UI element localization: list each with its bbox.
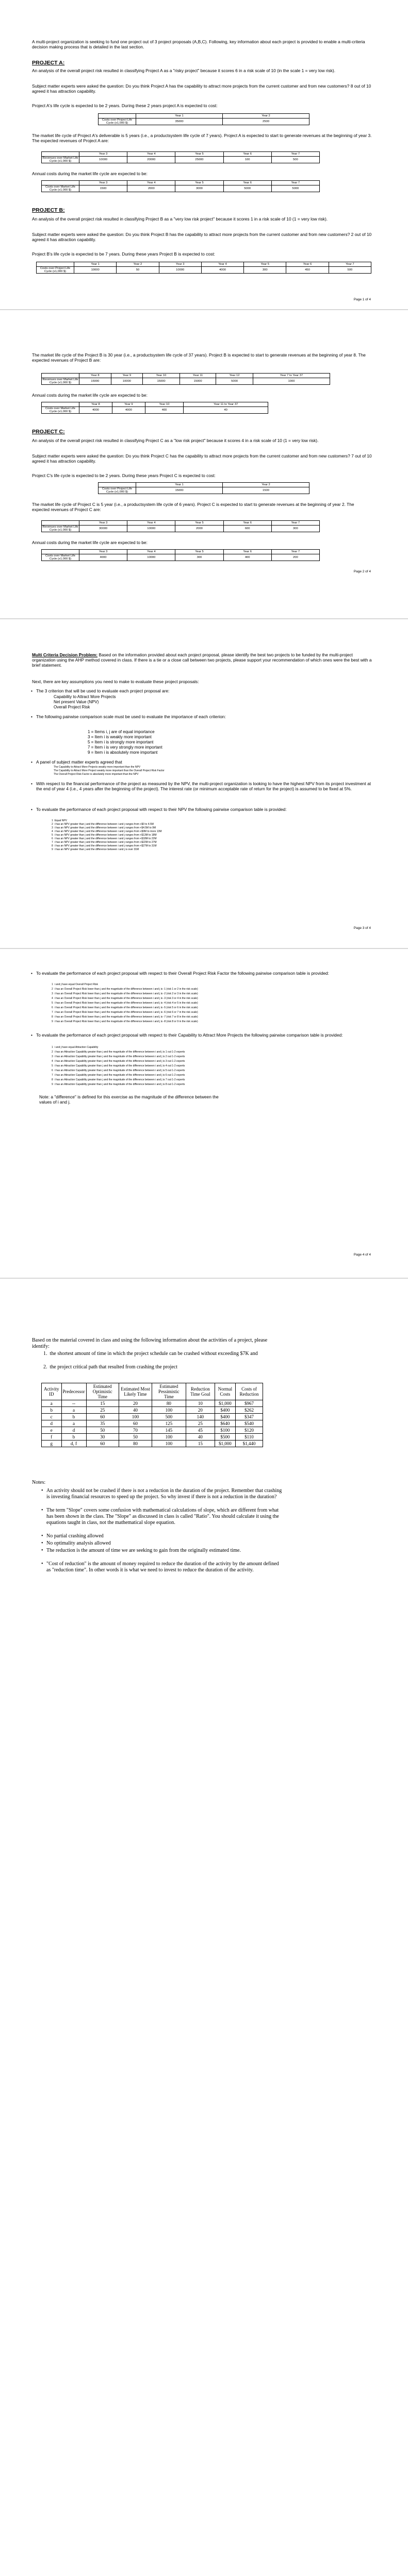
project-a-attraction: Subject matter experts were asked the question: Do you think Project A has the capability to attract more projects from the current customer and from new customers? 8 out of 10 agreed it has attraction capability.: [32, 83, 371, 94]
capability-row: 6 i has an Attraction Capability greater than j and the magnitude of the difference between i and j is 5 out 1-2 experts: [52, 1069, 185, 1072]
crash-intro: Based on the material covered in class and using the following information about the activities of a project, please identify:: [32, 1337, 268, 1349]
scale-item: 7 = Item i is very strongly more important: [88, 745, 162, 750]
npv-row: 2 i has an NPV greater than j and the difference between i and j ranges from +$0 to 4.5M: [52, 823, 154, 826]
page-number: Page 3 of 4: [353, 926, 371, 930]
crash-item: 1. the shortest amount of time in which the project schedule can be crashed without exceeding $7K and: [43, 1351, 258, 1357]
npv-row: 3 i has an NPV greater than j and the difference between i and j ranges from +$4.5M to 9M: [52, 826, 156, 829]
capability-row: 3 i has an Attraction Capability greater than j and the magnitude of the difference between i and j is 2 out 1-2 experts: [52, 1055, 185, 1058]
page-2: [0, 319, 408, 598]
risk-row: 9 i has an Overall Project Risk lower than j and the magnitude of the difference between i and j is -8 (risk 8 or 9 in the risk scale): [52, 1020, 198, 1023]
table-c-revenues: Year 3 Year 4 Year 5 Year 6 Year 7 Revenues over Market Life Cycle (x1,000 $) 30000 10000 2000 600 300: [41, 520, 320, 532]
criterion-item: Capability to Attract More Projects: [54, 694, 116, 699]
note-item: • "Cost of reduction" is the amount of money required to reduce the duration of the activity by the amount defined as "reduction time". In other words it is what we need to invest to reduce the duration of the activity.: [46, 1561, 284, 1573]
table-a-market-costs: Year 3 Year 4 Year 5 Year 6 Year 7 Costs over Market Life Cycle (x1,000 $) 1500 2000 3000 5000 5000: [41, 180, 320, 192]
activity-table-header: Activity ID Predecessor Estimated Optimistic Time Estimated Most Likely Time Estimated Pessimistic Time Reduction Time Goal Normal Costs Costs of Reduction: [42, 1383, 263, 1400]
project-c-annual-costs: Annual costs during the market life cycle are expected to be:: [32, 540, 148, 545]
page-4: [0, 958, 408, 1267]
note-item: • No optimality analysis allowed: [46, 1540, 284, 1547]
project-b-annual-costs: Annual costs during the market life cycle are expected to be:: [32, 393, 148, 398]
table-row: g d, f 60 80 100 15 $1,000 $1,440: [42, 1440, 263, 1447]
panel-bullet: • A panel of subject matter experts agreed that: [36, 759, 371, 765]
heading-project-c: PROJECT C:: [32, 429, 65, 435]
risk-table-bullet: • To evaluate the performance of each project proposal with respect to their Overall Project Risk Factor the following pairwise comparison table is provided:: [36, 971, 371, 976]
npv-row: 9 i has an NPV greater than j and the difference between i and j is over 31M: [52, 848, 139, 851]
npv-row: 7 i has an NPV greater than j and the difference between i and j ranges from +$22M to 27M: [52, 841, 157, 844]
table-b-revenues: Year 8 Year 9 Year 10 Year 11 Year 12 Year 7 to Year 37 Revenues over Market Life Cycle (x1,000 $) 15000 10000 15000 15000 5000 1000: [41, 373, 330, 385]
project-a-annual-costs: Annual costs during the market life cycle are expected to be:: [32, 171, 148, 176]
activity-table: [41, 1383, 263, 1447]
mcdm-text: Based on the information provided about each project proposal, please identify the best two projects to be funded by the multi-project organization using the AHP method covered in class. If there is a tie or a close call between two projects, please support your recommendation of which ones were the best with a brief statement.: [32, 652, 372, 668]
page-divider: [0, 309, 408, 310]
project-c-risk: An analysis of the overall project risk resulted in classifying Project C as a "low risk project" because it scores 4 in a risk scale of 10 (1 = very low risk).: [32, 438, 319, 443]
note-item: • The term "Slope" covers some confusion with mathematical calculations of slope, which are different from what has been shown in the class. The "Slope" as discussed in class is called "Ratio". You should calculate it using the equations taught in class, not the mathematical slope equation.: [46, 1507, 284, 1526]
page-number: Page 2 of 4: [353, 570, 371, 573]
capability-row: 8 i has an Attraction Capability greater than j and the magnitude of the difference between i and j is 7 out 1-2 experts: [52, 1078, 185, 1081]
project-b-risk: An analysis of the overall project risk resulted in classifying Project B as a "very low risk project" because it scores 1 in a risk scale of 10 (1 = very low risk).: [32, 216, 328, 222]
risk-row: 3 i has an Overall Project Risk lower than j and the magnitude of the difference between i and j is -2 (risk 2 or 3 in the risk scale): [52, 992, 198, 995]
npv-row: 6 i has an NPV greater than j and the difference between i and j ranges from +$18M to 22M: [52, 837, 157, 840]
page-number: Page 1 of 4: [353, 298, 371, 301]
table-row: f b 30 50 100 40 $500 $110: [42, 1434, 263, 1440]
page-5: [0, 1288, 408, 1638]
capability-row: 4 i has an Attraction Capability greater than j and the magnitude of the difference between i and j is 3 out 1-2 experts: [52, 1060, 185, 1063]
project-c-market: The market life cycle of Project C is 5 year (i.e., a productsystem life cycle of 6 years). Project C is expected to start to generate revenues at the beginning of year 2. The expected revenues of Project C are:: [32, 502, 354, 512]
intro-paragraph: A multi-project organization is seeking to fund one project out of 3 project proposals (A,B,C). Following, key information about each project is provided to enable a multi-criteria decision making process that is detailed in the last section.: [32, 39, 365, 49]
npv-row: 4 i has an NPV greater than j and the difference between i and j ranges from +$9M to more 13M: [52, 830, 162, 833]
risk-row: 4 i has an Overall Project Risk lower than j and the magnitude of the difference between i and j is -3 (risk 3 or 4 in the risk scale): [52, 997, 198, 1000]
table-row: d a 35 60 125 25 $640 $540: [42, 1420, 263, 1427]
scale-item: 9 = Item i is absolutely more important: [88, 750, 158, 755]
project-b-attraction: Subject matter experts were asked the question: Do you think Project B has the capability to attract more projects from the current customer and from new customers? 2 out of 10 agreed it has attraction capability.: [32, 232, 372, 242]
npv-row: 8 i has an NPV greater than j and the difference between i and j ranges from +$27M to 31M: [52, 844, 157, 848]
table-c-project-costs: Year 1 Year 2 Costs over Project Life Cycle (x1,000 $) 15000 1500: [98, 482, 309, 494]
project-a-lifecycle: Project A's life cycle is expected to be 2 years. During these 2 years project A is expected to cost:: [32, 103, 218, 108]
panel-item: The Capability to Attract More Project weakly more important than the Overall Project Risk Factor: [54, 769, 165, 772]
capability-row: 1 i and j have equal Attraction Capability: [52, 1046, 99, 1049]
npv-table-bullet: • To evaluate the performance of each project proposal with respect to their NPV the following pairwise comparison table is provided:: [36, 807, 371, 812]
capability-row: 5 i has an Attraction Capability greater than j and the magnitude of the difference between i and j is 4 out 1-2 experts: [52, 1064, 185, 1067]
table-b-market-costs: Year 8 Year 9 Year 10 Year 11 to Year 37 Costs over Market Life Cycle (x1,000 $) 4000 4000 400 40: [41, 402, 268, 414]
table-b-project-costs: Year 1 Year 2 Year 3 Year 4 Year 5 Year 6 Year 7 Costs over Project Life Cycle (x1,000 $) 10000 50 10000 4000 300 450 500: [36, 262, 371, 274]
note-item: • No partial crashing allowed: [46, 1533, 284, 1539]
project-c-lifecycle: Project C's life cycle is expected to be 2 years. During these years Project C is expected to cost:: [32, 473, 216, 478]
notes-heading: Notes:: [32, 1480, 46, 1485]
risk-row: 5 i has an Overall Project Risk lower than j and the magnitude of the difference between i and j is -4 (risk 4 or 5 in the risk scale): [52, 1002, 198, 1005]
project-c-attraction: Subject matter experts were asked the question: Do you think Project C has the capability to attract more projects from the current customer and from new customers? 7 out of 10 agreed it has attraction capability.: [32, 453, 372, 464]
heading-project-b: PROJECT B:: [32, 207, 65, 213]
note-item: • An activity should not be crashed if there is not a reduction in the duration of the project. Remember that crashing is investing financial resources to speed up the project. So why invest if there is not a reduction in the duration?: [46, 1488, 284, 1500]
scale-bullet: • The following pairwise comparison scale must be used to evaluate the importance of each criterion:: [36, 714, 371, 719]
risk-row: 8 i has an Overall Project Risk lower than j and the magnitude of the difference between i and j is -7 (risk 7 or 8 in the risk scale): [52, 1015, 198, 1019]
project-a-market: The market life cycle of Project A's deliverable is 5 years (i.e., a productsystem life cycle of 7 years). Project A is expected to start to generate revenues at the beginning of year 3. The expected revenues of Project A are:: [32, 133, 372, 143]
risk-row: 2 i has an Overall Project Risk lower than j and the magnitude of the difference between i and j is -1 (risk 1 or 2 in the risk scale): [52, 988, 198, 991]
scale-item: 3 = Item i is weakly more important: [88, 735, 152, 739]
heading-project-a: PROJECT A:: [32, 60, 65, 66]
table-row: b a 25 40 100 20 $400 $262: [42, 1407, 263, 1414]
table-row: a -- 15 20 80 10 $1,000 $967: [42, 1400, 263, 1407]
page-divider: [0, 1278, 408, 1279]
criterion-item: Net present Value (NPV): [54, 700, 99, 704]
page-divider: [0, 618, 408, 619]
panel-item: The Overall Project Risk Factor is absolutely more important than the NPV: [54, 773, 139, 776]
risk-row: 7 i has an Overall Project Risk lower than j and the magnitude of the difference between i and j is -6 (risk 6 or 7 in the risk scale): [52, 1011, 198, 1014]
npv-row: 5 i has an NPV greater than j and the difference between i and j ranges from +$13M to 18M: [52, 834, 157, 837]
scale-item: 1 = Items i, j are of equal importance: [88, 730, 155, 734]
page-3: [0, 629, 408, 948]
project-a-risk: An analysis of the overall project risk resulted in classifying Project A as a "risky project" because it scores 6 in a risk scale of 10 (in the scale 1 = very low risk).: [32, 68, 336, 73]
criterion-item: Overall Project Risk: [54, 705, 90, 709]
table-row: e d 50 70 145 45 $100 $120: [42, 1427, 263, 1434]
npv-row: 1 Equal NPV: [52, 819, 68, 822]
page-divider: [0, 948, 408, 949]
panel-item: The Capability to Attract More Projects weakly more important than the NPV: [54, 766, 141, 769]
project-b-market: The market life cycle of the Project B is 30 year (i.e., a productsystem life cycle of 37 years). Project B is expected to start to generate revenues at the beginning of year 8. The expected revenues of Project B are:: [32, 352, 366, 363]
criteria-bullet: • The 3 criterion that will be used to evaluate each project proposal are:: [36, 688, 371, 693]
risk-row: 1 i and j have equal Overall Project Risk: [52, 983, 99, 986]
capability-row: 9 i has an Attraction Capability greater than j and the magnitude of the difference between i and j is 8 out 1-2 experts: [52, 1083, 185, 1086]
capability-row: 7 i has an Attraction Capability greater than j and the magnitude of the difference between i and j is 6 out 1-2 experts: [52, 1074, 185, 1077]
table-row: c b 60 100 500 140 $400 $347: [42, 1414, 263, 1420]
npv-bullet: • With respect to the financial performance of the project as measured by the NPV, the multi-project organization is looking to have the highest NPV from its project investment at the end of year 4 (i.e., 4 years after the beginning of the project). The interest rate (or minimum acceptable rate of return for the project) is assumed to be fixed at 5%.: [36, 781, 371, 791]
capability-table-bullet: • To evaluate the performance of each project proposal with respect to their Capability to Attract More Projects the following pairwise comparison table is provided:: [36, 1032, 371, 1038]
page-number: Page 4 of 4: [353, 1253, 371, 1257]
risk-row: 6 i has an Overall Project Risk lower than j and the magnitude of the difference between i and j is -5 (risk 5 or 6 in the risk scale): [52, 1006, 198, 1009]
crash-item: 2. the project critical path that resulted from crashing the project: [43, 1364, 177, 1370]
difference-note: Note: a "difference" is defined for this exercise as the magnitude of the difference between the values of i and j.: [39, 1094, 219, 1105]
scale-item: 5 = Item i is strongly more important: [88, 740, 154, 744]
table-c-market-costs: Year 3 Year 4 Year 5 Year 6 Year 7 Costs over Market Life Cycle (x1,000 $) 4000 10000 300 400 200: [41, 549, 320, 561]
project-b-lifecycle: Project B's life cycle is expected to be 7 years. During these years Project B is expected to cost:: [32, 251, 215, 257]
mcdm-paragraph: [32, 652, 372, 668]
capability-row: 2 i has an Attraction Capability greater than j and the magnitude of the difference between i and j is 1 out 1-2 experts: [52, 1050, 185, 1054]
table-a-project-costs: Year 1 Year 2 Costs over Project Life Cycle (x1,000 $) 35000 2500: [98, 113, 309, 125]
table-a-revenues: Year 3 Year 4 Year 5 Year 6 Year 7 Revenues over Market Life Cycle (x1,000 $) 10000 20000 25000 100 500: [41, 151, 320, 163]
assumptions-intro: Next, there are key assumptions you need to make to evaluate these project proposals:: [32, 679, 199, 684]
note-item: • The reduction is the amount of time we are seeking to gain from the originally estimated time.: [46, 1548, 284, 1554]
mcdm-heading: Multi Criteria Decision Problem:: [32, 652, 98, 657]
